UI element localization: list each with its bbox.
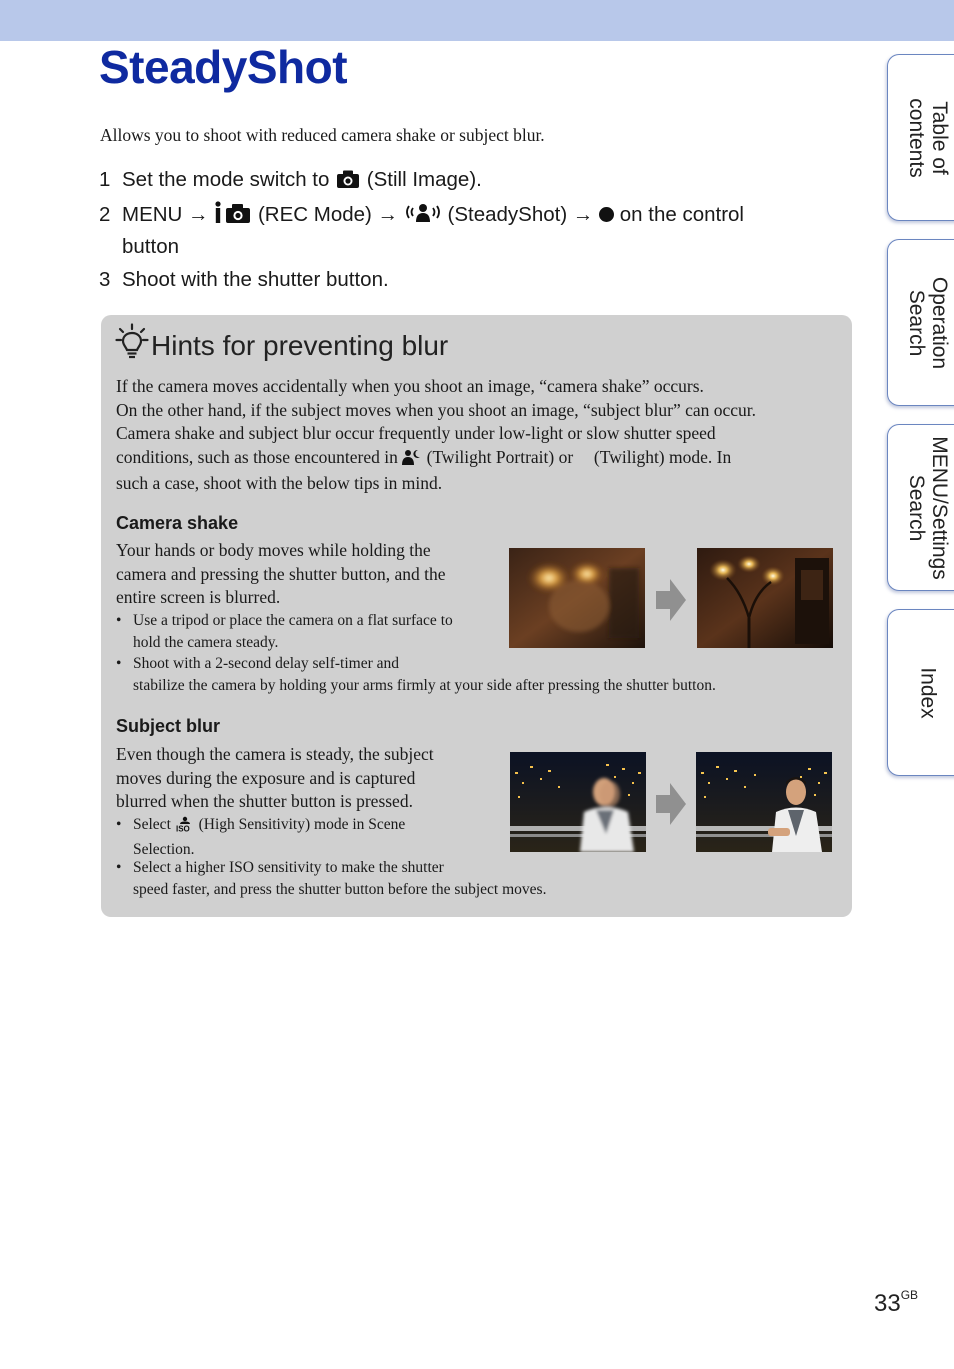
arrow-icon: →	[377, 203, 399, 226]
camera-icon	[335, 168, 361, 197]
top-banner	[0, 0, 954, 41]
sharp-lamp-photo	[697, 548, 833, 648]
text-line: Even though the camera is steady, the subject	[116, 744, 434, 764]
text-segment: conditions, such as those encountered in	[116, 446, 398, 467]
page-title: SteadyShot	[99, 41, 348, 93]
step-text: (Still Image).	[366, 168, 482, 191]
step-number: 3	[99, 268, 111, 291]
tab-label-line: contents	[905, 97, 928, 178]
text-line: camera and pressing the shutter button, and the	[116, 563, 446, 584]
twilight-moon-icon	[578, 449, 590, 473]
text-line: Shoot with a 2-second delay self-timer and	[133, 655, 400, 672]
blurred-lamp-photo	[509, 548, 645, 648]
bullet-glyph: •	[116, 655, 122, 672]
text-line	[116, 446, 756, 473]
arrow-right-icon	[656, 579, 686, 626]
page-number-value: 33	[874, 1290, 901, 1317]
text-line: stabilize the camera by holding your arms firmly at your side after pressing the shutter button.	[133, 676, 716, 694]
tab-menu-settings-search[interactable]	[887, 424, 954, 591]
step-number: 1	[99, 168, 111, 191]
twilight-portrait-icon	[402, 448, 422, 473]
text-line: blurred when the shutter button is pressed.	[116, 791, 413, 811]
step-2	[99, 200, 839, 261]
hints-title-text: Hints for preventing blur	[151, 330, 449, 361]
arrow-icon: →	[572, 203, 594, 226]
text-line: entire screen is blurred.	[116, 587, 281, 607]
step-1	[99, 165, 839, 197]
hints-paragraph	[116, 375, 756, 496]
tab-label-line: Search	[905, 289, 928, 356]
i-camera-icon	[214, 200, 252, 232]
step-text: button	[122, 235, 179, 258]
tab-label-line: Operation	[928, 276, 951, 369]
text-line: Camera shake and subject blur occur frequently under low-light or slow shutter speed	[116, 423, 716, 443]
bullet-glyph: •	[116, 816, 122, 833]
hints-box	[101, 315, 852, 917]
text-segment: Selection.	[133, 840, 195, 858]
step-text: (SteadyShot)	[447, 203, 568, 226]
text-line: Use a tripod or place the camera on a flat surface to	[133, 612, 453, 629]
camera-shake-bullet-2	[116, 653, 716, 696]
text-line: speed faster, and press the shutter button before the subject moves.	[133, 880, 547, 898]
camera-shake-text	[116, 539, 445, 610]
center-button-icon	[599, 207, 614, 222]
tab-label-line: Index	[916, 666, 940, 719]
arrow-icon: →	[188, 203, 209, 226]
subject-blur-bullet-2	[116, 857, 546, 900]
subject-blur-text	[116, 743, 434, 814]
hints-title	[115, 323, 448, 368]
tab-label-line: MENU/Settings	[928, 435, 951, 580]
bullet-glyph: •	[116, 612, 122, 629]
tab-label	[905, 98, 951, 177]
blurred-portrait-photo	[510, 752, 646, 852]
text-line: Your hands or body moves while holding the	[116, 540, 431, 560]
arrow-right-icon	[656, 783, 686, 830]
high-sensitivity-icon	[175, 816, 195, 839]
step-text: Set the mode switch to	[122, 168, 330, 191]
text-segment: Select	[133, 816, 171, 833]
tab-label-line: Search	[905, 474, 928, 541]
tab-label	[905, 276, 951, 368]
text-line: If the camera moves accidentally when you shoot an image, “camera shake” occurs.	[116, 376, 704, 396]
subject-blur-heading: Subject blur	[116, 716, 221, 736]
text-line: On the other hand, if the subject moves when you shoot an image, “subject blur” can occur.	[116, 399, 757, 420]
tab-table-of-contents[interactable]	[887, 54, 954, 221]
tab-label	[917, 667, 940, 718]
subject-blur-bullet-1	[116, 814, 405, 860]
text-line: hold the camera steady.	[133, 633, 279, 651]
camera-shake-heading: Camera shake	[116, 513, 239, 533]
camera-shake-bullet-1	[116, 610, 453, 653]
text-segment: (Twilight Portrait) or	[426, 446, 574, 467]
text-line: moves during the exposure and is captured	[116, 767, 416, 788]
intro-text: Allows you to shoot with reduced camera shake or subject blur.	[100, 125, 545, 145]
tab-label	[905, 436, 951, 580]
tab-label-line: Table of	[928, 100, 951, 175]
text-line: Select a higher ISO sensitivity to make the shutter	[133, 859, 444, 876]
text-line: such a case, shoot with the below tips in mind.	[116, 473, 443, 493]
step-text: (REC Mode)	[257, 203, 372, 226]
sharp-portrait-photo	[696, 752, 832, 852]
step-number: 2	[99, 203, 111, 226]
step-text: MENU	[122, 203, 183, 226]
bullet-glyph: •	[116, 859, 122, 876]
svg-text:ISO: ISO	[175, 824, 190, 832]
lightbulb-icon	[115, 323, 149, 368]
step-text: on the control	[619, 203, 744, 226]
page-number	[874, 1288, 918, 1318]
tab-operation-search[interactable]	[887, 239, 954, 406]
text-segment: (Twilight) mode. In	[593, 446, 732, 467]
step-text: Shoot with the shutter button.	[122, 268, 389, 291]
page-number-suffix: GB	[900, 1288, 919, 1302]
text-segment: (High Sensitivity) mode in Scene	[198, 816, 406, 833]
step-3	[99, 265, 839, 294]
tab-index[interactable]	[887, 609, 954, 776]
steadyshot-icon	[404, 200, 442, 232]
